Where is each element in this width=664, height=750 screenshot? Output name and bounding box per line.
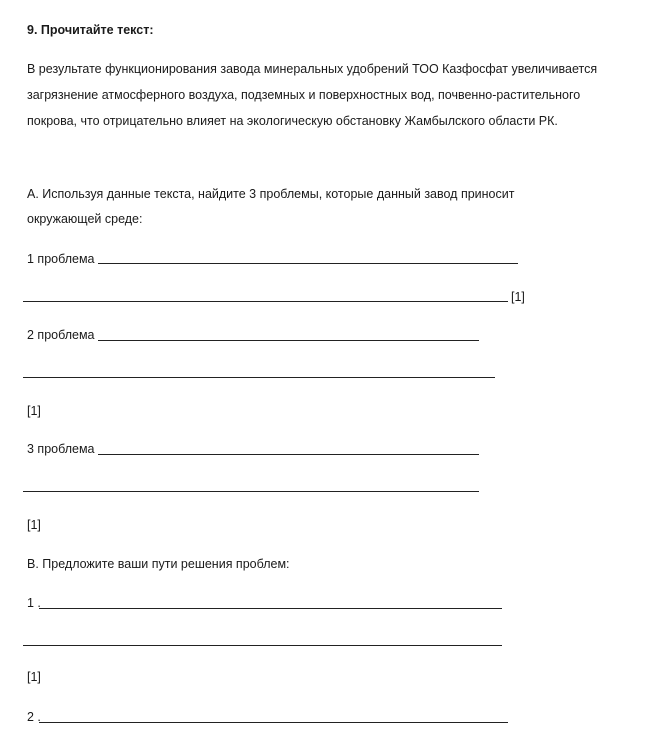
answer-1-line[interactable]	[39, 608, 502, 609]
problem-1-mark: [1]	[511, 290, 525, 304]
problem-3-mark: [1]	[27, 518, 41, 532]
question-a-line-2: окружающей среде:	[27, 212, 143, 226]
problem-2-label: 2 проблема	[27, 328, 95, 342]
problem-2-answer-line-2[interactable]	[23, 377, 495, 378]
problem-1-answer-line[interactable]	[98, 263, 518, 264]
question-b: В. Предложите ваши пути решения проблем:	[27, 557, 290, 571]
problem-1-answer-line-2[interactable]	[23, 301, 508, 302]
answer-2-line[interactable]	[39, 722, 508, 723]
problem-1-label: 1 проблема	[27, 252, 95, 266]
problem-3-label: 3 проблема	[27, 442, 95, 456]
problem-3-answer-line[interactable]	[98, 454, 479, 455]
problem-2-mark: [1]	[27, 404, 41, 418]
answer-1-line-2[interactable]	[23, 645, 502, 646]
answer-1-label: 1 .	[27, 596, 41, 610]
question-a-line-1: А. Используя данные текста, найдите 3 проблемы, которые данный завод приносит	[27, 187, 515, 201]
task-title: 9. Прочитайте текст:	[27, 23, 154, 37]
answer-2-label: 2 .	[27, 710, 41, 724]
answer-mark: [1]	[27, 670, 41, 684]
problem-2-answer-line[interactable]	[98, 340, 479, 341]
paragraph-line-3: покрова, что отрицательно влияет на экологическую обстановку Жамбылского области РК.	[27, 114, 558, 128]
paragraph-line-2: загрязнение атмосферного воздуха, подземных и поверхностных вод, почвенно-растительного	[27, 88, 581, 102]
paragraph-line-1: В результате функционирования завода минеральных удобрений ТОО Казфосфат увеличивается	[27, 62, 598, 76]
problem-3-answer-line-2[interactable]	[23, 491, 479, 492]
